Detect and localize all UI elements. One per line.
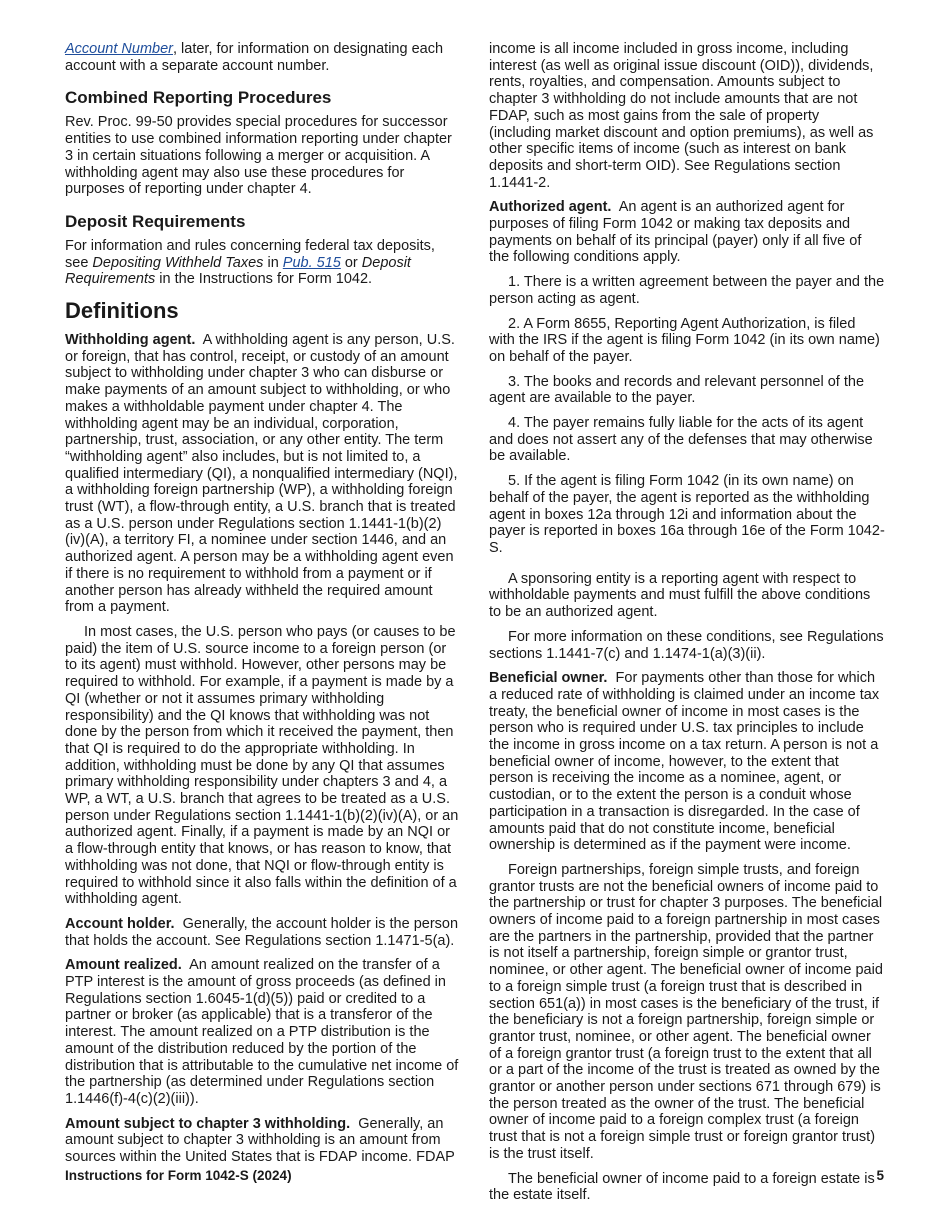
right-column <box>489 41 885 1212</box>
condition-item: 2. A Form 8655, Reporting Agent Authorization, is filed with the IRS if the agent is filing Form 1042 (in its own name) on behalf of the payer. <box>489 315 880 365</box>
withholding-agent-paragraph-2: In most cases, the U.S. person who pays (or causes to be paid) the item of U.S. source income to a foreign person (or to its agent) must withhold. However, other persons may be required to withhold. For example, if a payment is made by a QI (whether or not it assumes primary withholding responsibility) and the QI knows that withholding was not done by the person from which it received the payment, then that QI is required to do the appropriate withholding. In addition, withholding must be done by any QI that assumes primary withholding responsibility under chapters 3 and 4, a WP, a WT, a U.S. branch that agrees to be treated as a U.S. person under Regulations section 1.1441-1(b)(2)(iv)(A), or an authorized agent. Finally, if a payment is made by an NQI or a flow-through entity that knows, or has reason to know, that withholding was not done, that NQI or flow-through entity is required to withhold since it also falls within the definition of a withholding agent. <box>65 623 459 908</box>
amount-realized-definition: Amount realized. An amount realized on the transfer of a PTP interest is the amount of gross proceeds (as defined in Regulations section 1.6045-1(d)(5)) paid or credited to a partner or broker (as applicable) that is a transferor of the interest. The amount realized on a PTP distribution is the amount of the distribution reduced by the portion of the distribution that is attributable to the cumulative net income of the partnership (as determined under Regulations section 1.1446(f)-4(c)(2)(iii)). <box>65 957 459 1107</box>
intro-paragraph: Account Number, later, for information on designating each account with a separate account number. <box>65 41 444 74</box>
combined-reporting-text: Rev. Proc. 99-50 provides special procedures for successor entities to use combined information reporting under chapter 3 in certain situations following a merger or acquisition. A withholding agent may also use these procedures for purposes of reporting under chapter 4. <box>65 114 452 198</box>
run-in-term: Amount subject to chapter 3 withholding. <box>65 1115 351 1132</box>
run-in-term: Withholding agent. <box>65 332 196 349</box>
run-in-term: Account holder. <box>65 915 175 932</box>
sponsoring-entity-paragraph: A sponsoring entity is a reporting agent with respect to withholdable payments and must fulfill the above conditions to be an authorized agent. <box>489 570 871 621</box>
account-number-link[interactable]: Account Number <box>65 41 173 57</box>
condition-item: 3. The books and records and relevant personnel of the agent are available to the payer. <box>489 373 865 407</box>
amount-subject-definition: Amount subject to chapter 3 withholding. Generally, an amount subject to chapter 3 withholding is an amount from sources within the United States that is FDAP income. FDAP <box>65 1115 455 1166</box>
beneficial-owner-paragraph-3: The beneficial owner of income paid to a foreign estate is the estate itself. <box>489 1170 875 1204</box>
amount-subject-continued: income is all income included in gross income, including interest (as well as original issue discount (OID)), dividends, rents, royalties, and compensation. Amounts subject to chapter 3 withholding do not include amounts that are not FDAP, such as most gains from the sale of property (including market discount and option premiums), as well as other specific items of income (such as interest on bank deposits and short-term OID). See Regulations section 1.1441-2. <box>489 41 874 191</box>
run-in-term: Authorized agent. <box>489 199 612 216</box>
more-info-paragraph: For more information on these conditions, see Regulations sections 1.1441-7(c) and 1.1474-1(a)(3)(ii). <box>489 628 884 662</box>
deposit-requirements-heading: Deposit Requirements <box>65 211 246 231</box>
condition-item: 4. The payer remains fully liable for the acts of its agent and does not assert any of the defenses that may otherwise be available. <box>489 415 873 465</box>
condition-item: 5. If the agent is filing Form 1042 (in its own name) on behalf of the payer, the agent is reported as the withholding agent in boxes 12a through 12i and information about the payer is reported in boxes 16a through 16e of the Form 1042-S. <box>489 473 885 556</box>
beneficial-owner-paragraph-2: Foreign partnerships, foreign simple trusts, and foreign grantor trusts are not the beneficial owners of income paid to the partnership or trust for chapter 3 purposes. The beneficial owners of income paid to a foreign partnership in most cases are the partners in the partnership, provided that the partner is not itself a partnership, foreign simple or grantor trust, nominee, or other agent. The beneficial owner of income paid to a foreign simple trust (a foreign trust that is described in section 651(a)) in most cases is the beneficiary of the trust, if the beneficiary is not a foreign partnership, foreign simple or grantor trust, nominee, or other agent. The beneficial owner of a foreign grantor trust (a foreign trust to the extent that all or a part of the income of the trust is treated as owned by the grantor or another person under sections 671 through 679) is the person treated as the owner of the trust. The beneficial owner of income paid to a foreign complex trust (a foreign trust that is not a foreign simple trust or foreign grantor trust) is the trust itself. <box>489 861 883 1162</box>
footer-title: Instructions for Form 1042-S (2024) <box>65 1168 292 1183</box>
run-in-term: Beneficial owner. <box>489 670 608 687</box>
deposit-requirements-text: For information and rules concerning federal tax deposits, see Depositing Withheld Taxes in Pub. 515 or Deposit Requirements in the Instructions for Form 1042. <box>65 237 435 288</box>
condition-item: 1. There is a written agreement between the payer and the person acting as agent. <box>489 274 885 307</box>
authorized-agent-definition: Authorized agent. An agent is an authorized agent for purposes of filing Form 1042 or making tax deposits and payments on behalf of its principal (payer) only if all five of the following conditions apply. <box>489 199 862 266</box>
page-number: 5 <box>876 1168 884 1183</box>
account-holder-definition: Account holder. Generally, the account holder is the person that holds the account. See Regulations section 1.1471-5(a). <box>65 915 459 949</box>
combined-reporting-heading: Combined Reporting Procedures <box>65 88 332 108</box>
withholding-agent-definition: Withholding agent. A withholding agent is any person, U.S. or foreign, that has control, receipt, or custody of an amount subject to withholding under chapter 3 who can disburse or make payments of an amount subject to withholding, or who makes a withholdable payment under chapter 4. The withholding agent may be an individual, corporation, partnership, trust, association, or any other entity. The term “withholding agent” also includes, but is not limited to, a qualified intermediary (QI), a nonqualified intermediary (NQI), a withholding foreign partnership (WP), a withholding foreign trust (WT), a flow-through entity, a U.S. branch that is treated as a U.S. person under Regulations section 1.1441-1(b)(2)(iv)(A), a territory FI, a nominee under section 1446, and an authorized agent. A person may be a withholding agent even if there is no requirement to withhold from a payment or if another person has already withheld the required amount from a payment. <box>65 332 458 616</box>
run-in-term: Amount realized. <box>65 957 182 974</box>
left-column <box>65 41 461 1174</box>
definitions-heading: Definitions <box>65 298 179 324</box>
pub-515-link[interactable]: Pub. 515 <box>282 254 341 271</box>
beneficial-owner-definition: Beneficial owner. For payments other than those for which a reduced rate of withholding is claimed under an income tax treaty, the beneficial owner of income in most cases is the person who is required under U.S. tax principles to include the income in gross income on a tax return. A person is not a beneficial owner of income, however, to the extent that person is receiving the income as a nominee, agent, or custodian, or to the extent the person is a conduit whose participation in a transaction is disregarded. In the case of amounts paid that do not constitute income, beneficial ownership is determined as if the payment were income. <box>489 670 880 854</box>
